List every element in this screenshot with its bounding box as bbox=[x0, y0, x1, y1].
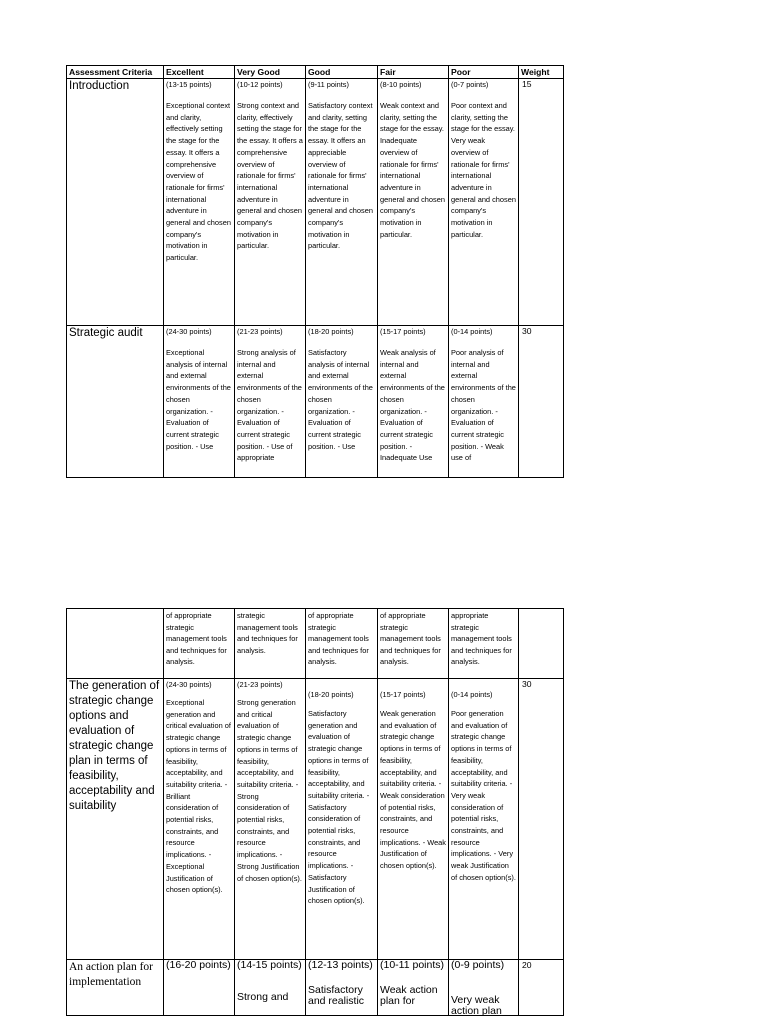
header-weight: Weight bbox=[519, 66, 564, 79]
description: strategic management tools and techniques for analysis. bbox=[237, 611, 298, 655]
cell-introduction-good bbox=[306, 79, 378, 326]
points-label: (15-17 points) bbox=[380, 690, 426, 699]
cell-action-fair bbox=[378, 960, 449, 1016]
row-action-plan bbox=[67, 960, 564, 1016]
description: appropriate strategic management tools and techniques for analysis. bbox=[451, 611, 512, 666]
row-change-options bbox=[67, 679, 564, 960]
cell-audit-cont-fair bbox=[378, 609, 449, 679]
header-criteria: Assessment Criteria bbox=[67, 66, 164, 79]
criterion-introduction: Introduction bbox=[67, 79, 164, 326]
row-strategic-audit bbox=[67, 326, 564, 478]
rubric-table-page-2 bbox=[66, 608, 564, 1016]
header-poor: Poor bbox=[449, 66, 519, 79]
description: Weak action plan for bbox=[380, 984, 438, 1007]
points-label: (18-20 points) bbox=[308, 327, 354, 336]
description: Strong analysis of internal and external environments of the chosen organization. - Evaluation of current strategic position. - Use of appropriate bbox=[237, 348, 302, 463]
criterion-strategic-audit: Strategic audit bbox=[67, 326, 164, 478]
cell-action-very-good bbox=[235, 960, 306, 1016]
description: Satisfactory and realistic bbox=[308, 984, 365, 1007]
cell-introduction-fair bbox=[378, 79, 449, 326]
description: Very weak action plan bbox=[451, 994, 502, 1015]
cell-change-fair bbox=[378, 679, 449, 960]
header-excellent: Excellent bbox=[164, 66, 235, 79]
points-label: (10-12 points) bbox=[237, 80, 283, 89]
cell-audit-fair bbox=[378, 326, 449, 478]
description: Satisfactory context and clarity, setting the stage for the essay. It offers an appreciable overview of rationale for firms' international adventure in general and chosen company's motivation in particular. bbox=[308, 101, 373, 251]
cell-action-excellent bbox=[164, 960, 235, 1016]
cell-action-poor bbox=[449, 960, 519, 1016]
cell-audit-cont-very-good bbox=[235, 609, 306, 679]
header-good: Good bbox=[306, 66, 378, 79]
cell-audit-excellent bbox=[164, 326, 235, 478]
header-fair: Fair bbox=[378, 66, 449, 79]
description: Strong and bbox=[237, 991, 289, 1003]
points-label: (0-14 points) bbox=[451, 327, 493, 336]
description: Strong context and clarity, effectively setting the stage for the essay. It offers a comprehensive overview of rationale for firms' international adventure in general and chosen company's motivation in particular. bbox=[237, 101, 303, 251]
points-label: (18-20 points) bbox=[308, 690, 354, 699]
cell-audit-cont-poor bbox=[449, 609, 519, 679]
points-label: (0-7 points) bbox=[451, 80, 489, 89]
description: Satisfactory generation and evaluation of strategic change options in terms of feasibility, acceptability, and suitability criteria. - Satisfactory consideration of potential risks, constraints, and resource implications. - Satisfactory Justification of chosen option(s). bbox=[308, 709, 370, 906]
cell-audit-cont-excellent bbox=[164, 609, 235, 679]
header-row bbox=[67, 66, 564, 79]
cell-change-very-good bbox=[235, 679, 306, 960]
weight-change-options: 30 bbox=[519, 679, 564, 960]
cell-audit-very-good bbox=[235, 326, 306, 478]
cell-audit-good bbox=[306, 326, 378, 478]
description: of appropriate strategic management tools and techniques for analysis. bbox=[166, 611, 227, 666]
weight-empty bbox=[519, 609, 564, 679]
description: Strong generation and critical evaluation of strategic change options in terms of feasibility, acceptability, and suitability criteria. - Strong consideration of potential risks, constraints, and resource implications. - Strong Justification of chosen option(s). bbox=[237, 698, 302, 883]
cell-audit-poor bbox=[449, 326, 519, 478]
weight-action-plan: 20 bbox=[519, 960, 564, 1016]
header-very-good: Very Good bbox=[235, 66, 306, 79]
description: Poor context and clarity, setting the stage for the essay. Very weak overview of rationale for firms' international adventure in general and chosen company's motivation in particular. bbox=[451, 101, 516, 239]
description: of appropriate strategic management tools and techniques for analysis. bbox=[380, 611, 441, 666]
points-label: (9-11 points) bbox=[308, 80, 349, 89]
row-introduction bbox=[67, 79, 564, 326]
cell-introduction-excellent bbox=[164, 79, 235, 326]
rubric-table-page-1 bbox=[66, 65, 564, 478]
points-label: (21-23 points) bbox=[237, 327, 283, 336]
cell-change-excellent bbox=[164, 679, 235, 960]
points-label: (15-17 points) bbox=[380, 327, 426, 336]
description: Satisfactory analysis of internal and external environments of the chosen organization. - Evaluation of current strategic position. - Use bbox=[308, 348, 373, 451]
weight-strategic-audit: 30 bbox=[519, 326, 564, 478]
points-label: (12-13 points) bbox=[308, 960, 373, 971]
points-label: (0-9 points) bbox=[451, 960, 505, 971]
points-label: (16-20 points) bbox=[166, 959, 231, 971]
description: Poor generation and evaluation of strategic change options in terms of feasibility, acceptability, and suitability criteria. - Very weak consideration of potential risks, constraints, and resource implications. - Very weak Justification of chosen option(s). bbox=[451, 709, 516, 882]
description: Exceptional analysis of internal and external environments of the chosen organization. - Evaluation of current strategic position. - Use bbox=[166, 348, 231, 451]
cell-action-good bbox=[306, 960, 378, 1016]
description: of appropriate strategic management tools and techniques for analysis. bbox=[308, 611, 369, 666]
description: Poor analysis of internal and external environments of the chosen organization. - Evaluation of current strategic position. - Weak use of bbox=[451, 348, 516, 463]
row-audit-continued bbox=[67, 609, 564, 679]
points-label: (0-14 points) bbox=[451, 690, 493, 699]
description: Weak context and clarity, setting the stage for the essay. Inadequate overview of rationale for firms' international adventure in general and chosen company's motivation in particular. bbox=[380, 101, 445, 239]
points-label: (24-30 points) bbox=[166, 327, 212, 336]
cell-introduction-poor bbox=[449, 79, 519, 326]
points-label: (13-15 points) bbox=[166, 80, 212, 89]
description: Exceptional generation and critical evaluation of strategic change options in terms of feasibility, acceptability, and suitability criteria. - Brilliant consideration of potential risks, constraints, and resource implications. - Exceptional Justification of chosen option(s). bbox=[166, 698, 231, 895]
points-label: (8-10 points) bbox=[380, 80, 422, 89]
cell-change-good bbox=[306, 679, 378, 960]
cell-change-poor bbox=[449, 679, 519, 960]
criterion-empty bbox=[67, 609, 164, 679]
description: Weak generation and evaluation of strategic change options in terms of feasibility, acceptability, and suitability criteria. - Weak consideration of potential risks, constraints, and resource implications. - Weak Justification of chosen option(s). bbox=[380, 709, 446, 871]
points-label: (14-15 points) bbox=[237, 960, 302, 971]
description: Weak analysis of internal and external environments of the chosen organization. - Evaluation of current strategic position. - Inadequate Use bbox=[380, 348, 445, 463]
description: Exceptional context and clarity, effectively setting the stage for the essay. It offers a comprehensive overview of rationale for firms' international adventure in general and chosen company's motivation in particular. bbox=[166, 101, 231, 263]
cell-audit-cont-good bbox=[306, 609, 378, 679]
weight-introduction: 15 bbox=[519, 79, 564, 326]
criterion-action-plan: An action plan for implementation bbox=[67, 960, 164, 1016]
points-label: (24-30 points) bbox=[166, 680, 212, 689]
criterion-change-options: The generation of strategic change options and evaluation of strategic change plan in terms of feasibility, acceptability and suitability bbox=[67, 679, 164, 960]
points-label: (21-23 points) bbox=[237, 680, 283, 689]
points-label: (10-11 points) bbox=[380, 960, 445, 971]
cell-introduction-very-good bbox=[235, 79, 306, 326]
